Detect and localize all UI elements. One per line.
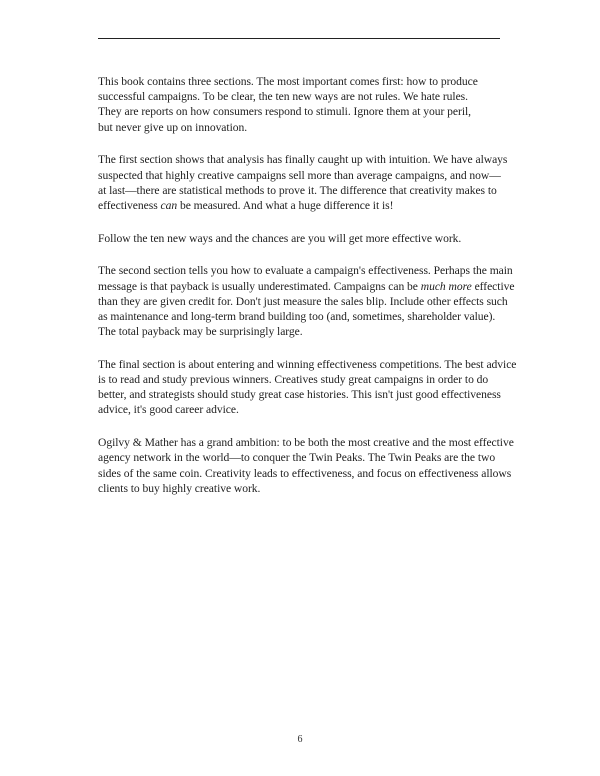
text-line: at last—there are statistical methods to prove it. The difference that creativity makes to bbox=[98, 183, 497, 197]
text-line: as maintenance and long-term brand building too (and, sometimes, shareholder value). bbox=[98, 309, 496, 323]
text-line: The final section is about entering and winning effectiveness competitions. The best advice bbox=[98, 357, 517, 371]
text-line: but never give up on innovation. bbox=[98, 120, 248, 134]
paragraph-first-section bbox=[98, 152, 518, 213]
text-line: suspected that highly creative campaigns sell more than average campaigns, and now— bbox=[98, 168, 501, 182]
header-rule bbox=[98, 38, 500, 39]
text-line: The second section tells you how to evaluate a campaign's effectiveness. Perhaps the main bbox=[98, 264, 513, 278]
text-line: Follow the ten new ways and the chances are you will get more effective work. bbox=[98, 231, 462, 245]
text-line: better, and strategists should study great case histories. This isn't just good effectiveness bbox=[98, 388, 501, 402]
body-text bbox=[98, 74, 518, 513]
paragraph-intro bbox=[98, 74, 518, 135]
text-run: message is that payback is usually underestimated. Campaigns can be bbox=[98, 279, 421, 293]
text-line: successful campaigns. To be clear, the ten new ways are not rules. We hate rules. bbox=[98, 90, 468, 104]
text-line bbox=[98, 198, 518, 213]
text-line: is to read and study previous winners. Creatives study great campaigns in order to do bbox=[98, 373, 489, 387]
text-line: The total payback may be surprisingly large. bbox=[98, 325, 303, 339]
text-line: advice, it's good career advice. bbox=[98, 403, 239, 417]
text-line: This book contains three sections. The most important comes first: how to produce bbox=[98, 75, 478, 88]
paragraph-ambition bbox=[98, 435, 518, 496]
page-number: 6 bbox=[297, 734, 303, 745]
text-line: clients to buy highly creative work. bbox=[98, 481, 261, 495]
emphasis-text: much more bbox=[420, 279, 472, 293]
text-run: effectiveness bbox=[98, 198, 161, 212]
text-line bbox=[98, 279, 518, 294]
paragraph-follow bbox=[98, 231, 518, 246]
text-line: They are reports on how consumers respond to stimuli. Ignore them at your peril, bbox=[98, 105, 472, 119]
text-line: The first section shows that analysis has finally caught up with intuition. We have always bbox=[98, 153, 508, 167]
text-line: Ogilvy & Mather has a grand ambition: to be both the most creative and the most effective bbox=[98, 436, 514, 450]
text-line: sides of the same coin. Creativity leads to effectiveness, and focus on effectiveness allows bbox=[98, 466, 512, 480]
text-line: agency network in the world—to conquer the Twin Peaks. The Twin Peaks are the two bbox=[98, 451, 496, 465]
text-run: be measured. And what a huge difference it is! bbox=[177, 198, 394, 212]
text-run: effective bbox=[471, 279, 515, 293]
text-line: than they are given credit for. Don't just measure the sales blip. Include other effects such bbox=[98, 294, 508, 308]
paragraph-second-section bbox=[98, 263, 518, 339]
paragraph-final-section bbox=[98, 357, 518, 418]
emphasis-text: can bbox=[160, 198, 178, 212]
